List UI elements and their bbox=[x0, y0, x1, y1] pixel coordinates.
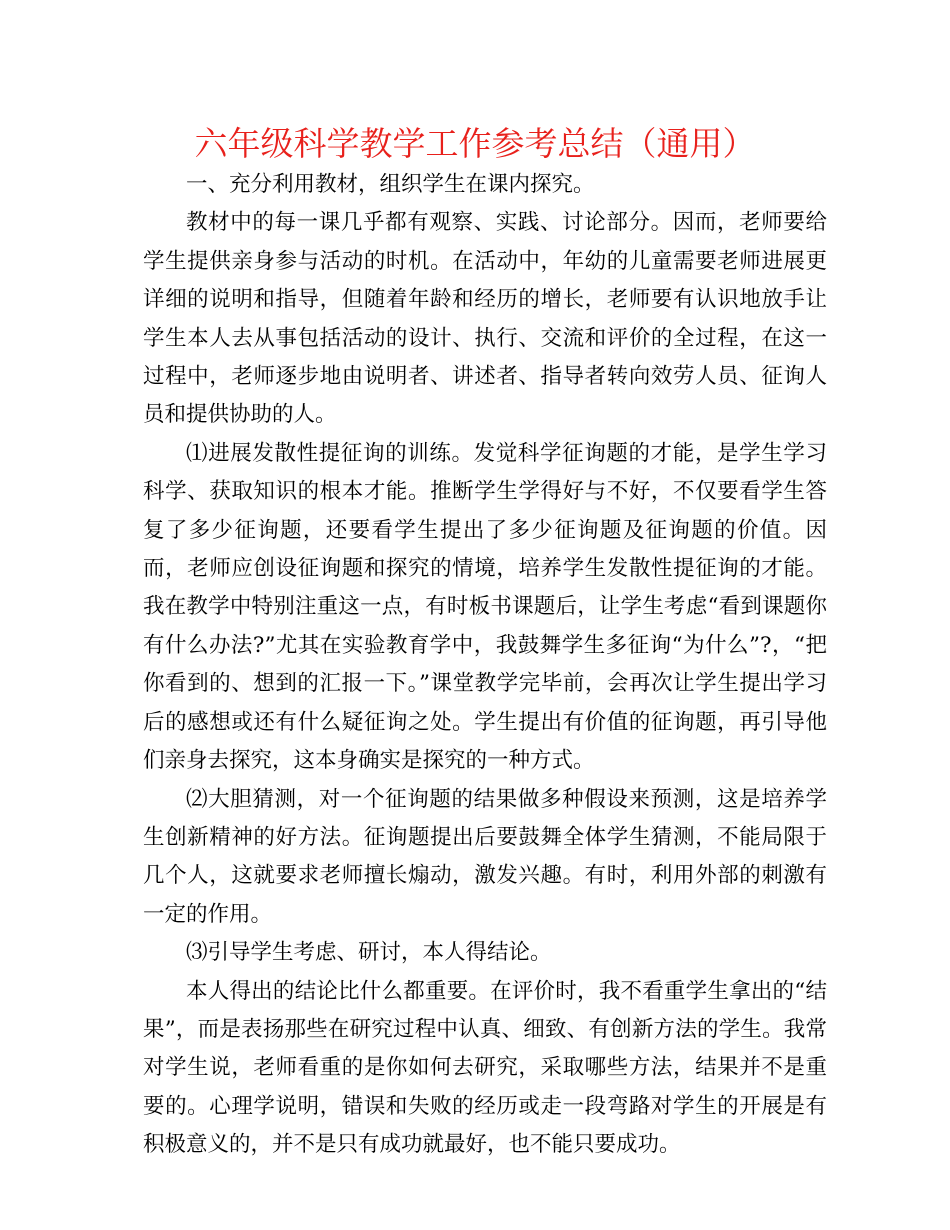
paragraph: ⑵大胆猜测，对一个征询题的结果做多种假设来预测，这是培养学生创新精神的好方法。征询题提出后要鼓舞全体学生猜测，不能局限于几个人，这就要求老师擅长煽动，激发兴趣。有时，利用外部的刺激有一定的作用。 bbox=[143, 786, 827, 927]
paragraph: ⑶引导学生考虑、研讨，本人得结论。 bbox=[186, 940, 552, 966]
section-heading: 一、充分利用教材，组织学生在课内探究。 bbox=[186, 172, 595, 197]
document-title: 六年级科学教学工作参考总结（通用） bbox=[194, 124, 756, 163]
paragraph: 教材中的每一课几乎都有观察、实践、讨论部分。因而，老师要给学生提供亲身参与活动的时机。在活动中，年幼的儿童需要老师进展更详细的说明和指导，但随着年龄和经历的增长，老师要有认识地放手让学生本人去从事包括活动的设计、执行、交流和评价的全过程，在这一过程中，老师逐步地由说明者、讲述者、指导者转向效劳人员、征询人员和提供协助的人。 bbox=[143, 210, 827, 428]
paragraph: ⑴进展发散性提征询的训练。发觉科学征询题的才能，是学生学习科学、获取知识的根本才能。推断学生学得好与不好，不仅要看学生答复了多少征询题，还要看学生提出了多少征询题及征询题的价值。因而，老师应创设征询题和探究的情境，培养学生发散性提征询的才能。我在教学中特别注重这一点，有时板书课题后，让学生考虑“看到课题你有什么办法?”尤其在实验教育学中，我鼓舞学生多征询“为什么”?，“把你看到的、想到的汇报一下。”课堂教学完毕前，会再次让学生提出学习后的感想或还有什么疑征询之处。学生提出有价值的征询题，再引导他们亲身去探究，这本身确实是探究的一种方式。 bbox=[143, 440, 827, 774]
document-body bbox=[143, 166, 827, 1165]
paragraph: 本人得出的结论比什么都重要。在评价时，我不看重学生拿出的“结果”，而是表扬那些在研究过程中认真、细致、有创新方法的学生。我常对学生说，老师看重的是你如何去研究，采取哪些方法，结果并不是重要的。心理学说明，错误和失败的经历或走一段弯路对学生的开展是有积极意义的，并不是只有成功就最好，也不能只要成功。 bbox=[143, 978, 827, 1158]
